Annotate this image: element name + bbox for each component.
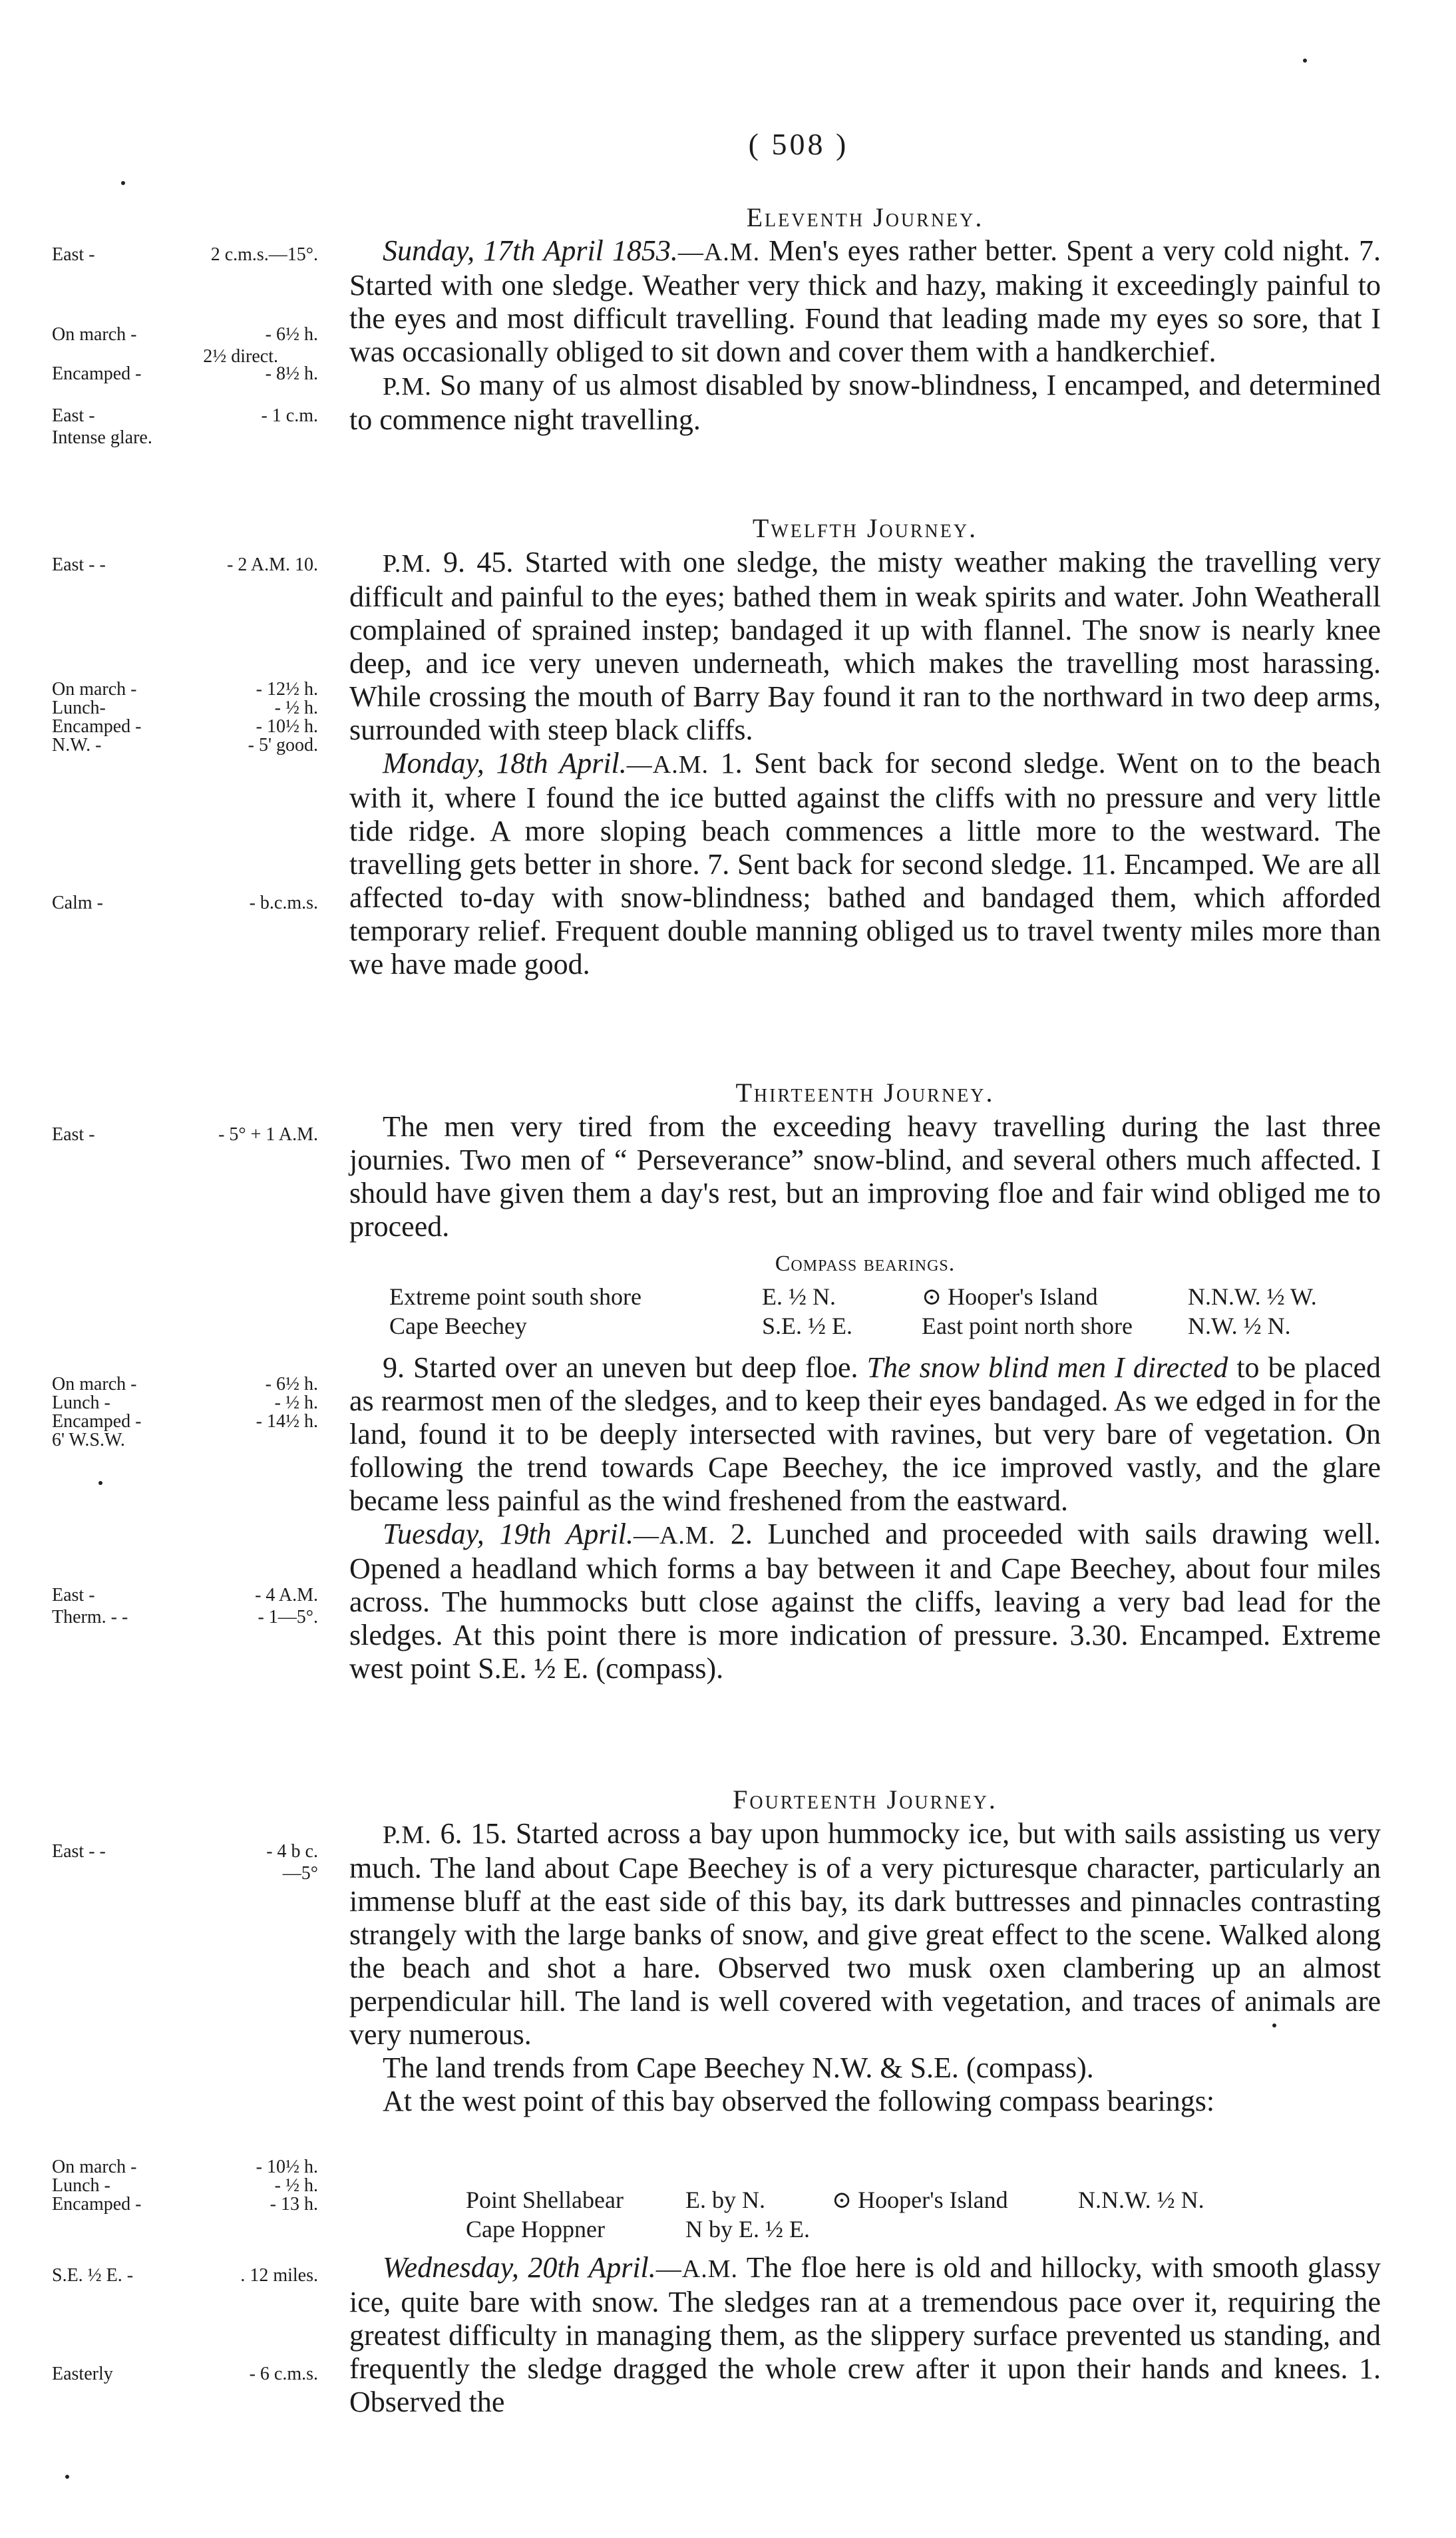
entry-text: 2. Lunched and proceeded with sails drawing well. Opened a headland which forms a bay between it and Cape Beechey, about four miles across. The hummocks butt close against the cliffs, leaving a very bad lead for the sledges. At this point there is more indication of pressure. 3.30. Encamped. Extreme west point S.E. ½ E. (compass). [349,1518,1381,1685]
section-heading-fourteenth: Fourteenth Journey. [733,1785,998,1814]
margin-note: Lunch - - ½ h. [52,2175,318,2196]
margin-note: Intense glare. [52,427,152,448]
entry-date: Monday, 18th April. [383,747,627,779]
bearing-direction: S.E. ½ E. [762,1313,853,1339]
entry-text: The men very tired from the exceeding heavy travelling during the last three journies. Two men of “ Perseverance” snow-blind, and several others much affected. I should have given them a day's rest, but an improving floe and fair wind obliged me to proceed. [349,1110,1381,1243]
margin-note-block [52,1375,318,1450]
time-marker: P.M. [383,550,432,578]
time-marker: —A.M. [633,1522,716,1550]
compass-bearings-table [389,1282,1354,1341]
section-heading-thirteenth: Thirteenth Journey. [735,1078,995,1108]
margin-note-block [52,2363,318,2385]
entry-text: The land trends from Cape Beechey N.W. & S.E. (compass). [383,2051,1094,2084]
margin-note: 2½ direct. [203,346,278,367]
bearing-place: Point Shellabear [466,2187,624,2213]
margin-note-block [52,680,318,755]
entry-text: 9. 45. Started with one sledge, the misty weather making the travelling very difficult and painful to the eyes; bathed them in weak spirits and water. John Weatherall complained of sprained instep; bandaged it up with flannel. The snow is nearly knee deep, and ice very uneven underneath, which makes the travelling most harassing. While crossing the mouth of Barry Bay found it ran to the northward in two deep arms, surrounded with steep black cliffs. [349,546,1381,746]
margin-note-block [52,325,318,386]
bearing-row [466,2215,1331,2244]
entry-thirteenth-journey [349,1110,1381,1243]
margin-note: On march - - 10½ h. [52,2157,318,2177]
entry-sunday-17-april [349,234,1381,437]
entry-text: So many of us almost disabled by snow-blindness, I encamped, and determined to commence night travelling. [349,369,1381,436]
bearing-place: ⊙ Hooper's Island [832,2187,1008,2213]
margin-note: Calm - - b.c.m.s. [52,893,318,913]
margin-note: Encamped - - 10½ h. [52,716,318,737]
margin-note-block [52,554,318,576]
bearing-place: Extreme point south shore [389,1283,641,1310]
bearing-place: East point north shore [922,1313,1133,1339]
time-marker: —A.M. [626,751,709,779]
margin-note: East - - 5° + 1 A.M. [52,1124,318,1145]
entry-fourteenth-journey [349,1817,1381,2118]
time-marker: P.M. [383,1821,432,1849]
margin-note-block [52,405,318,449]
margin-note: East - - - 2 A.M. 10. [52,554,318,575]
entry-text: to be placed as rearmost men of the sledges, and to keep their eyes bandaged. As we edged in for the land, found it to be deeply intersected with ravines, but very bare of vegetation. On following the trend towards Cape Beechey, the ice improved vastly, and the glare became less painful as the wind freshened from the eastward. [349,1351,1381,1517]
margin-note-block [52,2264,318,2286]
margin-note: East - 2 c.m.s.—15°. [52,244,318,265]
ink-speck [98,1481,102,1485]
compass-bearings-heading: Compass bearings. [775,1251,956,1276]
bearing-direction: E. ½ N. [762,1283,836,1310]
entry-twelfth-journey [349,546,1381,981]
entry-thirteenth-continued [349,1351,1381,1685]
bearing-direction: E. by N. [685,2187,765,2213]
bearing-row [466,2185,1331,2215]
bearing-place: Cape Hoppner [466,2216,605,2242]
entry-text: Men's eyes rather better. Spent a very cold night. 7. Started with one sledge. Weather very thick and hazy, making it exceedingly painful to the eyes and most difficult travelling. Found that leading made my eyes so sore, that I was occasionally obliged to sit down and cover them with a handkerchief. [349,234,1381,368]
entry-text: The floe here is old and hillocky, with smooth glassy ice, quite bare with snow. The sledges ran at a tremendous pace over it, requiring the greatest difficulty in managing them, as the slippery surface prevented us standing, and frequently the sledge dragged the whole crew after it upon their hands and knees. 1. Observed the [349,2251,1381,2418]
entry-date: Sunday, 17th April 1853. [383,234,678,267]
bearing-place [832,2215,1078,2244]
bearing-row [389,1311,1354,1341]
time-marker: —A.M. [655,2255,739,2283]
margin-note-block [52,1124,318,1146]
bearing-direction: N.W. ½ N. [1188,1313,1291,1339]
margin-note: Easterly - 6 c.m.s. [52,2364,318,2384]
page-number: ( 508 ) [748,127,849,161]
entry-text: 1. Sent back for second sledge. Went on to the beach with it, where I found the ice butted against the cliffs with no pressure and very little tide ridge. A more sloping beach commences a little more to the westward. The travelling gets better in shore. 7. Sent back for second sledge. 11. Encamped. We are all affected to-day with snow-blindness; bathed and bandaged them, which afforded temporary relief. Frequent double manning obliged us to travel twenty miles more than we have made good. [349,747,1381,980]
entry-text: 6. 15. Started across a bay upon hummocky ice, but with sails assisting us very much. The land about Cape Beechey is of a very picturesque character, particularly an immense bluff at the east side of this bay, its dark buttresses and pinnacles contrasting strangely with the large banks of snow, and give great effect to the scene. Walked along the beach and shot a hare. Observed two musk oxen clambering up an almost perpendicular hill. The land is well covered with vegetation, and traces of animals are very numerous. [349,1817,1381,2051]
margin-note: On march - - 6½ h. [52,1374,318,1394]
margin-note: On march - - 6½ h. [52,324,318,345]
entry-date: Wednesday, 20th April. [383,2251,656,2284]
margin-note: Encamped - - 8½ h. [52,363,318,384]
bearing-place: ⊙ Hooper's Island [922,1283,1098,1310]
margin-note: N.W. - - 5' good. [52,735,318,755]
margin-note: East - - 1 c.m. [52,405,318,426]
section-heading-eleventh: Eleventh Journey. [746,202,984,232]
margin-note-block [52,2158,318,2214]
margin-note-block [52,244,318,266]
margin-note-block [52,892,318,914]
bearing-direction [1078,2215,1224,2244]
entry-text: 9. Started over an uneven but deep floe. [383,1351,867,1384]
margin-note: Therm. - - - 1—5°. [52,1607,318,1627]
margin-note: East - - - 4 b c. [52,1841,318,1862]
time-marker: P.M. [383,373,432,401]
margin-note: East - - 4 A.M. [52,1585,318,1605]
margin-note: Lunch - - ½ h. [52,1392,318,1413]
bearing-place: Cape Beechey [389,1313,527,1339]
entry-date: Tuesday, 19th April. [383,1518,634,1550]
ink-speck [1303,59,1307,63]
margin-note: S.E. ½ E. - . 12 miles. [52,2265,318,2286]
margin-note-block [52,1840,318,1884]
margin-note: Encamped - - 13 h. [52,2194,318,2215]
margin-note: —5° [282,1863,318,1884]
bearing-row [389,1282,1354,1311]
compass-bearings-table-2 [466,2185,1331,2244]
margin-note: Lunch- - ½ h. [52,698,318,718]
margin-note: 6' W.S.W. [52,1430,125,1450]
margin-note: On march - - 12½ h. [52,679,318,700]
entry-emphasis: The snow blind men I directed [866,1351,1228,1384]
entry-text: At the west point of this bay observed the following compass bearings: [383,2085,1215,2117]
bearing-direction: N by E. ½ E. [685,2216,810,2242]
margin-note: Encamped - - 14½ h. [52,1411,318,1432]
section-heading-twelfth: Twelfth Journey. [752,513,978,543]
bearing-direction: N.N.W. ½ N. [1078,2187,1204,2213]
bearing-direction: N.N.W. ½ W. [1188,1283,1317,1310]
time-marker: —A.M. [677,238,761,266]
ink-speck [121,181,125,185]
margin-note-block [52,1584,318,1628]
entry-wednesday-20-april [349,2251,1381,2419]
ink-speck [65,2475,69,2479]
